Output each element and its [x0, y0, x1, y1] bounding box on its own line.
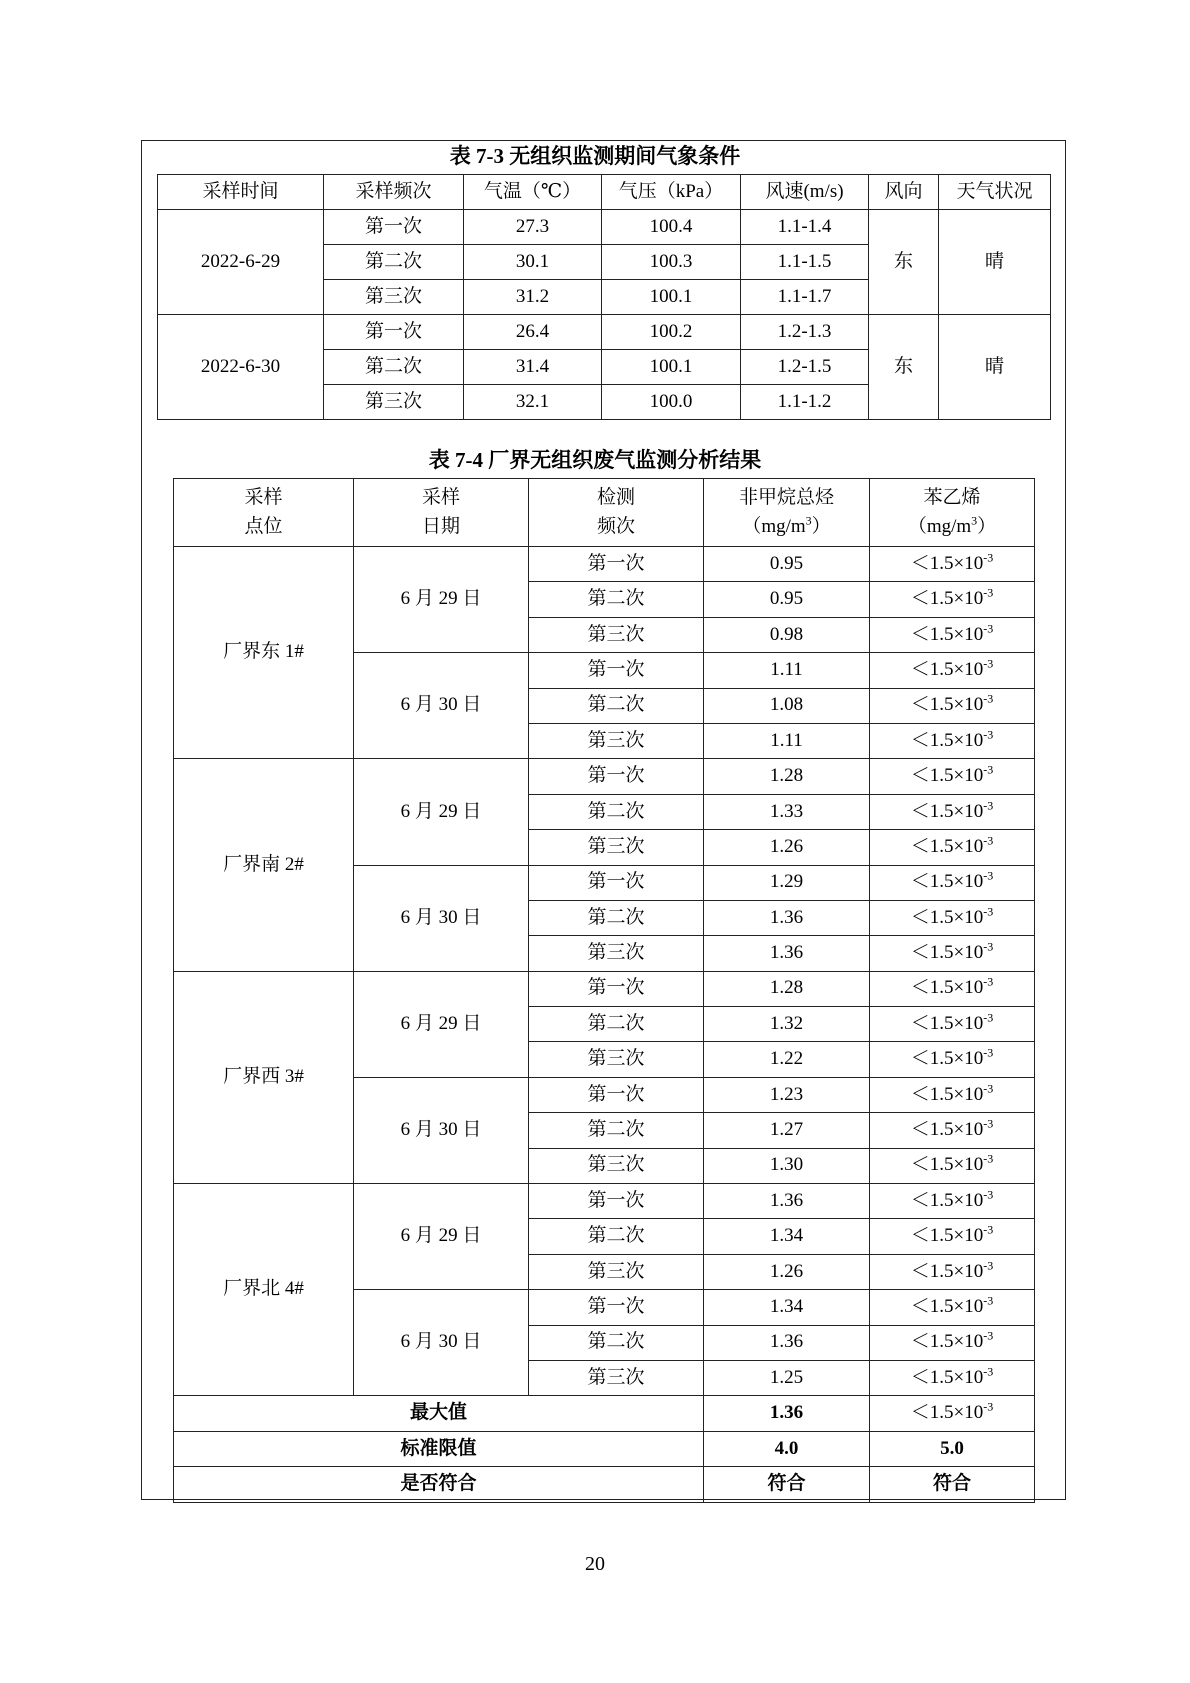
- nmhc-value: 1.32: [704, 1007, 870, 1042]
- styrene-value: [870, 1325, 1035, 1360]
- summary-nmhc: 4.0: [704, 1431, 870, 1466]
- exponent: -3: [983, 1364, 994, 1379]
- table-row: [174, 547, 1035, 582]
- nmhc-value: 1.26: [704, 830, 870, 865]
- temperature: 31.2: [464, 280, 602, 315]
- page-number: 20: [585, 1553, 605, 1575]
- column-header-point: [174, 479, 354, 547]
- summary-styrene: [870, 1396, 1035, 1431]
- table-7-3-caption: 表 7-3 无组织监测期间气象条件: [449, 144, 741, 168]
- nmhc-value: 1.11: [704, 653, 870, 688]
- styrene-value: [870, 865, 1035, 900]
- exponent: -3: [983, 585, 994, 600]
- unit-exponent: 3: [805, 513, 812, 528]
- exponent: -3: [983, 1399, 994, 1414]
- styrene-value: [870, 830, 1035, 865]
- exponent: -3: [983, 904, 994, 919]
- styrene-value: [870, 1360, 1035, 1395]
- sampling-date: 2022-6-30: [158, 315, 324, 420]
- detection-frequency: 第二次: [529, 900, 704, 935]
- column-header: 气温（℃）: [464, 175, 602, 210]
- sampling-date: 6 月 29 日: [354, 759, 529, 865]
- table-row: [174, 1184, 1035, 1219]
- styrene-value: [870, 1219, 1035, 1254]
- temperature: 31.4: [464, 350, 602, 385]
- table-7-4: [173, 478, 1035, 1503]
- sampling-point: 厂界南 2#: [174, 759, 354, 971]
- styrene-value: [870, 547, 1035, 582]
- temperature: 26.4: [464, 315, 602, 350]
- less-than-value: ＜1.5×10: [910, 1296, 984, 1317]
- summary-nmhc: 1.36: [704, 1396, 870, 1431]
- header-line: 日期: [421, 515, 460, 537]
- styrene-value: [870, 1077, 1035, 1112]
- less-than-value: ＜1.5×10: [910, 1012, 984, 1034]
- detection-frequency: 第一次: [529, 653, 704, 688]
- summary-styrene: 符合: [870, 1467, 1035, 1502]
- exponent: -3: [983, 1081, 994, 1096]
- exponent: -3: [983, 762, 994, 777]
- pressure: 100.1: [602, 280, 741, 315]
- styrene-value: [870, 723, 1035, 758]
- nmhc-value: 1.28: [704, 759, 870, 794]
- detection-frequency: 第二次: [529, 582, 704, 617]
- header-line: 频次: [596, 515, 635, 537]
- column-header: 风向: [869, 175, 939, 210]
- less-than-value: ＜1.5×10: [910, 1154, 984, 1176]
- header-line: 检测: [596, 486, 635, 508]
- unit-text: （mg/m: [907, 515, 972, 537]
- summary-label: 标准限值: [174, 1431, 704, 1466]
- exponent: -3: [983, 621, 994, 636]
- temperature: 30.1: [464, 245, 602, 280]
- exponent: -3: [983, 939, 994, 954]
- exponent: -3: [983, 1045, 994, 1060]
- wind-speed: 1.2-1.5: [741, 350, 869, 385]
- less-than-value: ＜1.5×10: [910, 906, 984, 928]
- summary-label: 最大值: [174, 1396, 704, 1431]
- sampling-point: 厂界北 4#: [174, 1184, 354, 1396]
- pressure: 100.3: [602, 245, 741, 280]
- styrene-value: [870, 617, 1035, 652]
- styrene-value: [870, 936, 1035, 971]
- table-header-row: [174, 479, 1035, 547]
- exponent: -3: [983, 833, 994, 848]
- less-than-value: ＜1.5×10: [910, 1083, 984, 1105]
- wind-speed: 1.2-1.3: [741, 315, 869, 350]
- less-than-value: ＜1.5×10: [910, 1189, 984, 1211]
- nmhc-value: 1.29: [704, 865, 870, 900]
- styrene-value: [870, 1042, 1035, 1077]
- temperature: 32.1: [464, 385, 602, 420]
- exponent: -3: [983, 1187, 994, 1202]
- nmhc-value: 1.27: [704, 1113, 870, 1148]
- styrene-value: [870, 1184, 1035, 1219]
- nmhc-value: 1.25: [704, 1360, 870, 1395]
- table-header-row: [158, 175, 1051, 210]
- table-row: [158, 210, 1051, 245]
- wind-direction: 东: [869, 210, 939, 315]
- styrene-value: [870, 971, 1035, 1006]
- unit-text: ）: [811, 515, 831, 537]
- sampling-point: 厂界东 1#: [174, 547, 354, 759]
- styrene-value: [870, 1113, 1035, 1148]
- table-7-4-caption: 表 7-4 厂界无组织废气监测分析结果: [428, 448, 762, 472]
- wind-speed: 1.1-1.2: [741, 385, 869, 420]
- sampling-point: 厂界西 3#: [174, 971, 354, 1183]
- nmhc-value: 1.36: [704, 900, 870, 935]
- detection-frequency: 第二次: [529, 1325, 704, 1360]
- column-header-freq: [529, 479, 704, 547]
- styrene-value: [870, 1007, 1035, 1042]
- weather: 晴: [939, 315, 1051, 420]
- detection-frequency: 第一次: [529, 971, 704, 1006]
- nmhc-value: 0.95: [704, 547, 870, 582]
- styrene-value: [870, 759, 1035, 794]
- less-than-value: ＜1.5×10: [910, 835, 984, 857]
- detection-frequency: 第一次: [529, 759, 704, 794]
- less-than-value: ＜1.5×10: [910, 552, 984, 574]
- less-than-value: ＜1.5×10: [910, 588, 984, 610]
- less-than-value: ＜1.5×10: [910, 1048, 984, 1070]
- wind-direction: 东: [869, 315, 939, 420]
- detection-frequency: 第三次: [529, 617, 704, 652]
- styrene-value: [870, 1290, 1035, 1325]
- sampling-date: 6 月 29 日: [354, 547, 529, 653]
- nmhc-value: 1.22: [704, 1042, 870, 1077]
- header-line: 采样: [244, 486, 283, 508]
- column-header: 气压（kPa）: [602, 175, 741, 210]
- header-unit: [870, 513, 1034, 539]
- header-line: 点位: [244, 515, 283, 537]
- table-7-3: [157, 174, 1051, 420]
- summary-nmhc: 符合: [704, 1467, 870, 1502]
- unit-text: （mg/m: [742, 515, 806, 537]
- nmhc-value: 1.28: [704, 971, 870, 1006]
- detection-frequency: 第一次: [529, 1077, 704, 1112]
- less-than-value: ＜1.5×10: [910, 623, 984, 645]
- less-than-value: ＜1.5×10: [910, 1331, 984, 1353]
- nmhc-value: 0.95: [704, 582, 870, 617]
- less-than-value: ＜1.5×10: [910, 1402, 984, 1424]
- styrene-value: [870, 653, 1035, 688]
- wind-speed: 1.1-1.4: [741, 210, 869, 245]
- styrene-value: [870, 794, 1035, 829]
- detection-frequency: 第一次: [529, 547, 704, 582]
- detection-frequency: 第三次: [529, 936, 704, 971]
- nmhc-value: 1.26: [704, 1254, 870, 1289]
- less-than-value: ＜1.5×10: [910, 658, 984, 680]
- exponent: -3: [983, 1329, 994, 1344]
- nmhc-value: 1.36: [704, 1184, 870, 1219]
- nmhc-value: 1.11: [704, 723, 870, 758]
- column-header-date: [354, 479, 529, 547]
- nmhc-value: 1.08: [704, 688, 870, 723]
- sampling-date: 6 月 29 日: [354, 1184, 529, 1290]
- exponent: -3: [983, 1152, 994, 1167]
- detection-frequency: 第三次: [529, 1148, 704, 1183]
- column-header: 天气状况: [939, 175, 1051, 210]
- sampling-frequency: 第一次: [324, 210, 464, 245]
- less-than-value: ＜1.5×10: [910, 694, 984, 716]
- table-row: [158, 315, 1051, 350]
- exponent: -3: [983, 1258, 994, 1273]
- detection-frequency: 第三次: [529, 1254, 704, 1289]
- sampling-frequency: 第一次: [324, 315, 464, 350]
- sampling-frequency: 第二次: [324, 350, 464, 385]
- detection-frequency: 第二次: [529, 1113, 704, 1148]
- exponent: -3: [983, 656, 994, 671]
- pressure: 100.4: [602, 210, 741, 245]
- nmhc-value: 1.23: [704, 1077, 870, 1112]
- styrene-value: [870, 582, 1035, 617]
- sampling-date: 2022-6-29: [158, 210, 324, 315]
- styrene-value: [870, 900, 1035, 935]
- column-header-styrene: [870, 479, 1035, 547]
- nmhc-value: 1.34: [704, 1219, 870, 1254]
- less-than-value: ＜1.5×10: [910, 729, 984, 751]
- detection-frequency: 第三次: [529, 830, 704, 865]
- detection-frequency: 第一次: [529, 1290, 704, 1325]
- less-than-value: ＜1.5×10: [910, 1225, 984, 1247]
- summary-row: [174, 1467, 1035, 1502]
- exponent: -3: [983, 868, 994, 883]
- detection-frequency: 第二次: [529, 1007, 704, 1042]
- sampling-date: 6 月 30 日: [354, 1077, 529, 1183]
- sampling-frequency: 第三次: [324, 280, 464, 315]
- less-than-value: ＜1.5×10: [910, 800, 984, 822]
- weather: 晴: [939, 210, 1051, 315]
- sampling-frequency: 第二次: [324, 245, 464, 280]
- exponent: -3: [983, 727, 994, 742]
- column-header-nmhc: [704, 479, 870, 547]
- less-than-value: ＜1.5×10: [910, 942, 984, 964]
- exponent: -3: [983, 1222, 994, 1237]
- table-row: [174, 759, 1035, 794]
- unit-exponent: 3: [971, 513, 978, 528]
- less-than-value: ＜1.5×10: [910, 765, 984, 787]
- unit-text: ）: [977, 515, 997, 537]
- less-than-value: ＜1.5×10: [910, 1366, 984, 1388]
- header-line: 苯乙烯: [923, 486, 981, 508]
- detection-frequency: 第三次: [529, 1042, 704, 1077]
- nmhc-value: 1.36: [704, 936, 870, 971]
- column-header: 风速(m/s): [741, 175, 869, 210]
- pressure: 100.2: [602, 315, 741, 350]
- nmhc-value: 1.36: [704, 1325, 870, 1360]
- exponent: -3: [983, 798, 994, 813]
- sampling-date: 6 月 29 日: [354, 971, 529, 1077]
- styrene-value: [870, 1254, 1035, 1289]
- header-line: 非甲烷总烃: [738, 486, 834, 508]
- styrene-value: [870, 688, 1035, 723]
- exponent: -3: [983, 1010, 994, 1025]
- header-line: 采样: [421, 486, 460, 508]
- nmhc-value: 1.33: [704, 794, 870, 829]
- detection-frequency: 第一次: [529, 865, 704, 900]
- exponent: -3: [983, 1293, 994, 1308]
- summary-styrene: 5.0: [870, 1431, 1035, 1466]
- detection-frequency: 第三次: [529, 1360, 704, 1395]
- detection-frequency: 第二次: [529, 794, 704, 829]
- detection-frequency: 第一次: [529, 1184, 704, 1219]
- sampling-date: 6 月 30 日: [354, 1290, 529, 1396]
- sampling-date: 6 月 30 日: [354, 865, 529, 971]
- column-header: 采样时间: [158, 175, 324, 210]
- detection-frequency: 第三次: [529, 723, 704, 758]
- wind-speed: 1.1-1.7: [741, 280, 869, 315]
- less-than-value: ＜1.5×10: [910, 1119, 984, 1141]
- nmhc-value: 0.98: [704, 617, 870, 652]
- header-unit: [704, 513, 869, 539]
- temperature: 27.3: [464, 210, 602, 245]
- summary-row: [174, 1396, 1035, 1431]
- nmhc-value: 1.30: [704, 1148, 870, 1183]
- detection-frequency: 第二次: [529, 688, 704, 723]
- exponent: -3: [983, 1116, 994, 1131]
- pressure: 100.1: [602, 350, 741, 385]
- exponent: -3: [983, 550, 994, 565]
- styrene-value: [870, 1148, 1035, 1183]
- wind-speed: 1.1-1.5: [741, 245, 869, 280]
- less-than-value: ＜1.5×10: [910, 871, 984, 893]
- sampling-frequency: 第三次: [324, 385, 464, 420]
- exponent: -3: [983, 692, 994, 707]
- sampling-date: 6 月 30 日: [354, 653, 529, 759]
- exponent: -3: [983, 975, 994, 990]
- less-than-value: ＜1.5×10: [910, 1260, 984, 1282]
- detection-frequency: 第二次: [529, 1219, 704, 1254]
- pressure: 100.0: [602, 385, 741, 420]
- column-header: 采样频次: [324, 175, 464, 210]
- summary-row: [174, 1431, 1035, 1466]
- table-row: [174, 971, 1035, 1006]
- nmhc-value: 1.34: [704, 1290, 870, 1325]
- less-than-value: ＜1.5×10: [910, 977, 984, 999]
- summary-label: 是否符合: [174, 1467, 704, 1502]
